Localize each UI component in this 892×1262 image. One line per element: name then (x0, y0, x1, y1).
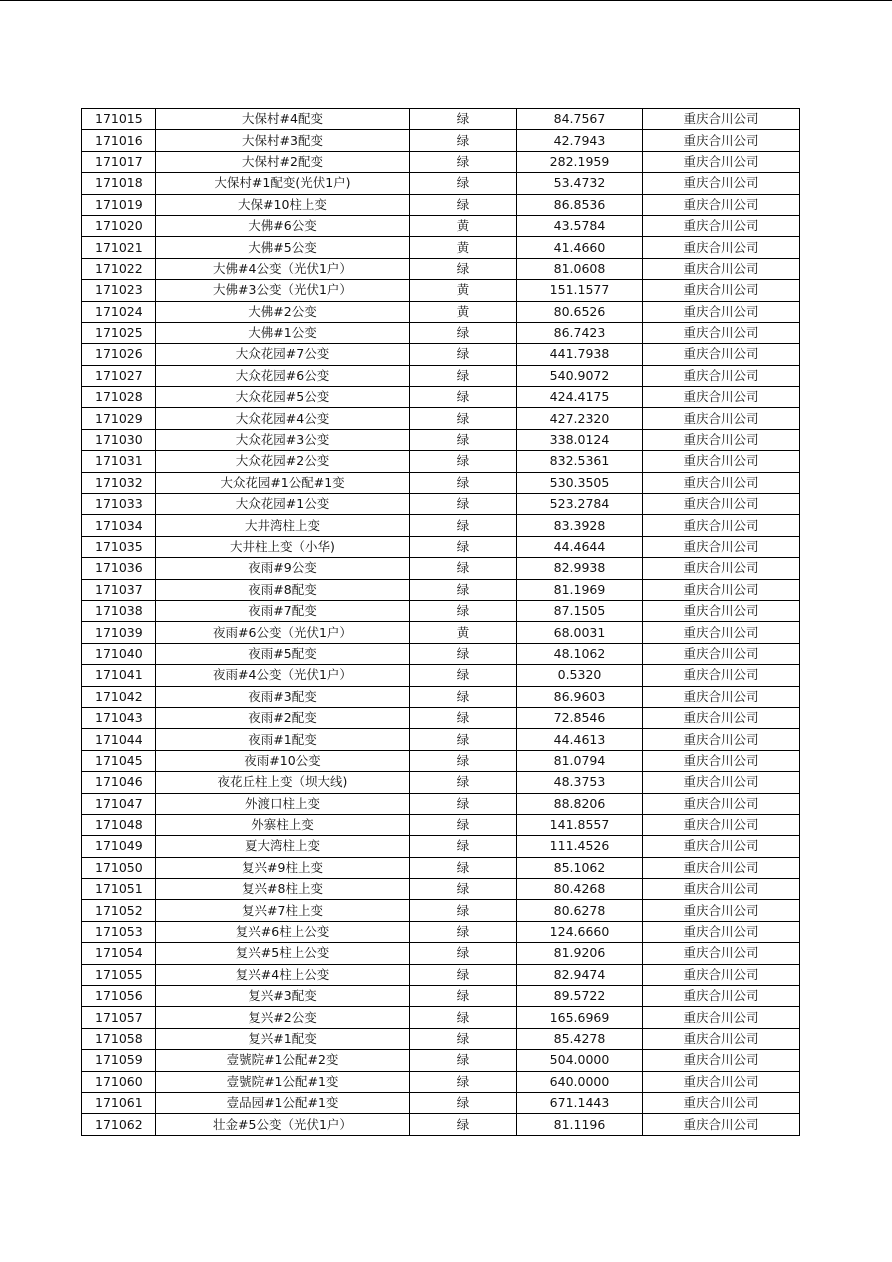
transformer-name-cell: 大井柱上变（小华) (156, 536, 410, 557)
id-cell: 171050 (82, 857, 156, 878)
transformer-name-cell: 夜雨#7配变 (156, 600, 410, 621)
company-cell: 重庆合川公司 (643, 986, 800, 1007)
id-cell: 171058 (82, 1028, 156, 1049)
transformer-name-cell: 大众花园#6公变 (156, 365, 410, 386)
id-cell: 171022 (82, 258, 156, 279)
value-cell: 72.8546 (517, 707, 643, 728)
transformer-name-cell: 夜雨#1配变 (156, 729, 410, 750)
status-cell: 绿 (410, 665, 517, 686)
table-row (82, 772, 800, 793)
status-cell: 绿 (410, 643, 517, 664)
table-row (82, 857, 800, 878)
value-cell: 640.0000 (517, 1071, 643, 1092)
value-cell: 0.5320 (517, 665, 643, 686)
value-cell: 42.7943 (517, 130, 643, 151)
company-cell: 重庆合川公司 (643, 536, 800, 557)
transformer-name-cell: 夜雨#8配变 (156, 579, 410, 600)
status-cell: 绿 (410, 322, 517, 343)
company-cell: 重庆合川公司 (643, 1007, 800, 1028)
value-cell: 86.9603 (517, 686, 643, 707)
status-cell: 绿 (410, 772, 517, 793)
value-cell: 86.8536 (517, 194, 643, 215)
value-cell: 44.4644 (517, 536, 643, 557)
company-cell: 重庆合川公司 (643, 900, 800, 921)
table-row (82, 1007, 800, 1028)
transformer-name-cell: 夜雨#4公变（光伏1户） (156, 665, 410, 686)
status-cell: 绿 (410, 793, 517, 814)
id-cell: 171016 (82, 130, 156, 151)
value-cell: 89.5722 (517, 986, 643, 1007)
value-cell: 81.1196 (517, 1114, 643, 1135)
value-cell: 832.5361 (517, 451, 643, 472)
transformer-name-cell: 夜雨#2配变 (156, 707, 410, 728)
status-cell: 绿 (410, 429, 517, 450)
company-cell: 重庆合川公司 (643, 600, 800, 621)
transformer-name-cell: 外渡口柱上变 (156, 793, 410, 814)
table-row (82, 1092, 800, 1113)
id-cell: 171060 (82, 1071, 156, 1092)
company-cell: 重庆合川公司 (643, 964, 800, 985)
company-cell: 重庆合川公司 (643, 772, 800, 793)
table-row (82, 429, 800, 450)
table-row (82, 1071, 800, 1092)
id-cell: 171030 (82, 429, 156, 450)
id-cell: 171021 (82, 237, 156, 258)
value-cell: 427.2320 (517, 408, 643, 429)
company-cell: 重庆合川公司 (643, 494, 800, 515)
status-cell: 绿 (410, 943, 517, 964)
status-cell: 绿 (410, 365, 517, 386)
status-cell: 黄 (410, 237, 517, 258)
table-row (82, 900, 800, 921)
id-cell: 171020 (82, 215, 156, 236)
company-cell: 重庆合川公司 (643, 1114, 800, 1135)
page-top-border (0, 0, 892, 1)
value-cell: 81.1969 (517, 579, 643, 600)
id-cell: 171043 (82, 707, 156, 728)
transformer-name-cell: 夏大湾柱上变 (156, 836, 410, 857)
table-row (82, 986, 800, 1007)
value-cell: 81.0608 (517, 258, 643, 279)
status-cell: 绿 (410, 879, 517, 900)
table-row (82, 472, 800, 493)
transformer-name-cell: 复兴#7柱上变 (156, 900, 410, 921)
company-cell: 重庆合川公司 (643, 322, 800, 343)
id-cell: 171038 (82, 600, 156, 621)
table-row (82, 173, 800, 194)
transformer-name-cell: 大佛#2公变 (156, 301, 410, 322)
value-cell: 81.0794 (517, 750, 643, 771)
value-cell: 165.6969 (517, 1007, 643, 1028)
company-cell: 重庆合川公司 (643, 408, 800, 429)
id-cell: 171034 (82, 515, 156, 536)
company-cell: 重庆合川公司 (643, 793, 800, 814)
id-cell: 171028 (82, 387, 156, 408)
company-cell: 重庆合川公司 (643, 622, 800, 643)
value-cell: 85.1062 (517, 857, 643, 878)
company-cell: 重庆合川公司 (643, 707, 800, 728)
value-cell: 111.4526 (517, 836, 643, 857)
transformer-name-cell: 壹號院#1公配#2变 (156, 1050, 410, 1071)
status-cell: 绿 (410, 173, 517, 194)
table-row (82, 964, 800, 985)
transformer-name-cell: 外寨柱上变 (156, 814, 410, 835)
status-cell: 黄 (410, 280, 517, 301)
value-cell: 540.9072 (517, 365, 643, 386)
table-row (82, 793, 800, 814)
company-cell: 重庆合川公司 (643, 857, 800, 878)
value-cell: 43.5784 (517, 215, 643, 236)
table-row (82, 686, 800, 707)
transformer-name-cell: 夜雨#6公变（光伏1户） (156, 622, 410, 643)
table-row (82, 365, 800, 386)
id-cell: 171017 (82, 151, 156, 172)
company-cell: 重庆合川公司 (643, 301, 800, 322)
id-cell: 171036 (82, 558, 156, 579)
status-cell: 绿 (410, 258, 517, 279)
value-cell: 151.1577 (517, 280, 643, 301)
company-cell: 重庆合川公司 (643, 258, 800, 279)
transformer-name-cell: 夜雨#10公变 (156, 750, 410, 771)
transformer-name-cell: 大佛#3公变（光伏1户） (156, 280, 410, 301)
value-cell: 424.4175 (517, 387, 643, 408)
transformer-name-cell: 大保村#2配变 (156, 151, 410, 172)
status-cell: 绿 (410, 109, 517, 130)
table-row (82, 707, 800, 728)
company-cell: 重庆合川公司 (643, 1092, 800, 1113)
value-cell: 141.8557 (517, 814, 643, 835)
status-cell: 绿 (410, 130, 517, 151)
status-cell: 绿 (410, 600, 517, 621)
status-cell: 绿 (410, 686, 517, 707)
id-cell: 171026 (82, 344, 156, 365)
company-cell: 重庆合川公司 (643, 429, 800, 450)
company-cell: 重庆合川公司 (643, 579, 800, 600)
status-cell: 绿 (410, 494, 517, 515)
company-cell: 重庆合川公司 (643, 558, 800, 579)
company-cell: 重庆合川公司 (643, 1050, 800, 1071)
table-row (82, 1114, 800, 1135)
company-cell: 重庆合川公司 (643, 515, 800, 536)
transformer-name-cell: 复兴#4柱上公变 (156, 964, 410, 985)
transformer-name-cell: 大保#10柱上变 (156, 194, 410, 215)
table-row (82, 600, 800, 621)
status-cell: 绿 (410, 921, 517, 942)
id-cell: 171029 (82, 408, 156, 429)
transformer-name-cell: 复兴#2公变 (156, 1007, 410, 1028)
status-cell: 黄 (410, 301, 517, 322)
id-cell: 171025 (82, 322, 156, 343)
status-cell: 绿 (410, 964, 517, 985)
transformer-name-cell: 大众花园#2公变 (156, 451, 410, 472)
company-cell: 重庆合川公司 (643, 344, 800, 365)
status-cell: 绿 (410, 729, 517, 750)
company-cell: 重庆合川公司 (643, 194, 800, 215)
status-cell: 绿 (410, 857, 517, 878)
value-cell: 85.4278 (517, 1028, 643, 1049)
transformer-name-cell: 大佛#5公变 (156, 237, 410, 258)
company-cell: 重庆合川公司 (643, 451, 800, 472)
transformer-name-cell: 大佛#1公变 (156, 322, 410, 343)
table-row (82, 943, 800, 964)
transformer-name-cell: 壮金#5公变（光伏1户） (156, 1114, 410, 1135)
company-cell: 重庆合川公司 (643, 686, 800, 707)
id-cell: 171059 (82, 1050, 156, 1071)
status-cell: 绿 (410, 408, 517, 429)
transformer-name-cell: 大佛#6公变 (156, 215, 410, 236)
value-cell: 530.3505 (517, 472, 643, 493)
value-cell: 68.0031 (517, 622, 643, 643)
table-row (82, 280, 800, 301)
status-cell: 绿 (410, 836, 517, 857)
status-cell: 绿 (410, 1092, 517, 1113)
id-cell: 171042 (82, 686, 156, 707)
company-cell: 重庆合川公司 (643, 280, 800, 301)
id-cell: 171061 (82, 1092, 156, 1113)
table-row (82, 729, 800, 750)
table-row (82, 558, 800, 579)
table-row (82, 451, 800, 472)
transformer-name-cell: 壹品园#1公配#1变 (156, 1092, 410, 1113)
transformer-table (81, 108, 800, 1136)
value-cell: 523.2784 (517, 494, 643, 515)
id-cell: 171055 (82, 964, 156, 985)
id-cell: 171040 (82, 643, 156, 664)
transformer-name-cell: 夜雨#9公变 (156, 558, 410, 579)
table-row (82, 836, 800, 857)
transformer-name-cell: 复兴#8柱上变 (156, 879, 410, 900)
company-cell: 重庆合川公司 (643, 237, 800, 258)
id-cell: 171054 (82, 943, 156, 964)
transformer-name-cell: 复兴#6柱上公变 (156, 921, 410, 942)
id-cell: 171046 (82, 772, 156, 793)
value-cell: 82.9474 (517, 964, 643, 985)
company-cell: 重庆合川公司 (643, 643, 800, 664)
value-cell: 41.4660 (517, 237, 643, 258)
table-row (82, 643, 800, 664)
id-cell: 171056 (82, 986, 156, 1007)
id-cell: 171024 (82, 301, 156, 322)
id-cell: 171062 (82, 1114, 156, 1135)
transformer-name-cell: 复兴#1配变 (156, 1028, 410, 1049)
id-cell: 171053 (82, 921, 156, 942)
company-cell: 重庆合川公司 (643, 151, 800, 172)
status-cell: 绿 (410, 707, 517, 728)
company-cell: 重庆合川公司 (643, 836, 800, 857)
company-cell: 重庆合川公司 (643, 729, 800, 750)
value-cell: 82.9938 (517, 558, 643, 579)
table-row (82, 237, 800, 258)
table-row (82, 151, 800, 172)
status-cell: 绿 (410, 451, 517, 472)
transformer-name-cell: 大佛#4公变（光伏1户） (156, 258, 410, 279)
id-cell: 171015 (82, 109, 156, 130)
transformer-name-cell: 大众花园#3公变 (156, 429, 410, 450)
id-cell: 171047 (82, 793, 156, 814)
status-cell: 绿 (410, 558, 517, 579)
id-cell: 171033 (82, 494, 156, 515)
id-cell: 171035 (82, 536, 156, 557)
status-cell: 绿 (410, 1071, 517, 1092)
table-row (82, 387, 800, 408)
table-row (82, 814, 800, 835)
transformer-name-cell: 大保村#3配变 (156, 130, 410, 151)
status-cell: 绿 (410, 194, 517, 215)
table-row (82, 301, 800, 322)
transformer-name-cell: 大众花园#1公配#1变 (156, 472, 410, 493)
id-cell: 171045 (82, 750, 156, 771)
transformer-name-cell: 夜花丘柱上变（坝大线) (156, 772, 410, 793)
company-cell: 重庆合川公司 (643, 472, 800, 493)
status-cell: 黄 (410, 215, 517, 236)
value-cell: 83.3928 (517, 515, 643, 536)
status-cell: 绿 (410, 750, 517, 771)
company-cell: 重庆合川公司 (643, 387, 800, 408)
value-cell: 48.3753 (517, 772, 643, 793)
transformer-name-cell: 夜雨#5配变 (156, 643, 410, 664)
transformer-name-cell: 大井湾柱上变 (156, 515, 410, 536)
table-row (82, 494, 800, 515)
company-cell: 重庆合川公司 (643, 921, 800, 942)
company-cell: 重庆合川公司 (643, 173, 800, 194)
table-row (82, 579, 800, 600)
company-cell: 重庆合川公司 (643, 750, 800, 771)
id-cell: 171027 (82, 365, 156, 386)
id-cell: 171032 (82, 472, 156, 493)
value-cell: 282.1959 (517, 151, 643, 172)
value-cell: 80.6278 (517, 900, 643, 921)
table-row (82, 536, 800, 557)
transformer-name-cell: 复兴#9柱上变 (156, 857, 410, 878)
table-row (82, 515, 800, 536)
value-cell: 338.0124 (517, 429, 643, 450)
id-cell: 171048 (82, 814, 156, 835)
status-cell: 绿 (410, 1114, 517, 1135)
status-cell: 绿 (410, 472, 517, 493)
id-cell: 171039 (82, 622, 156, 643)
id-cell: 171052 (82, 900, 156, 921)
value-cell: 504.0000 (517, 1050, 643, 1071)
status-cell: 绿 (410, 536, 517, 557)
status-cell: 绿 (410, 579, 517, 600)
table-row (82, 879, 800, 900)
status-cell: 绿 (410, 986, 517, 1007)
table-row (82, 258, 800, 279)
table-row (82, 322, 800, 343)
transformer-name-cell: 大保村#1配变(光伏1户) (156, 173, 410, 194)
status-cell: 绿 (410, 344, 517, 365)
table-row (82, 130, 800, 151)
value-cell: 80.4268 (517, 879, 643, 900)
status-cell: 黄 (410, 622, 517, 643)
table-row (82, 408, 800, 429)
transformer-name-cell: 复兴#3配变 (156, 986, 410, 1007)
table-row (82, 665, 800, 686)
id-cell: 171018 (82, 173, 156, 194)
transformer-name-cell: 大保村#4配变 (156, 109, 410, 130)
id-cell: 171031 (82, 451, 156, 472)
company-cell: 重庆合川公司 (643, 943, 800, 964)
company-cell: 重庆合川公司 (643, 814, 800, 835)
value-cell: 87.1505 (517, 600, 643, 621)
status-cell: 绿 (410, 151, 517, 172)
table-row (82, 344, 800, 365)
id-cell: 171044 (82, 729, 156, 750)
id-cell: 171057 (82, 1007, 156, 1028)
value-cell: 81.9206 (517, 943, 643, 964)
id-cell: 171037 (82, 579, 156, 600)
value-cell: 86.7423 (517, 322, 643, 343)
id-cell: 171019 (82, 194, 156, 215)
value-cell: 44.4613 (517, 729, 643, 750)
value-cell: 80.6526 (517, 301, 643, 322)
value-cell: 124.6660 (517, 921, 643, 942)
value-cell: 88.8206 (517, 793, 643, 814)
table-row (82, 921, 800, 942)
status-cell: 绿 (410, 1050, 517, 1071)
status-cell: 绿 (410, 1007, 517, 1028)
company-cell: 重庆合川公司 (643, 365, 800, 386)
transformer-name-cell: 复兴#5柱上公变 (156, 943, 410, 964)
transformer-name-cell: 大众花园#1公变 (156, 494, 410, 515)
table-row (82, 750, 800, 771)
id-cell: 171041 (82, 665, 156, 686)
value-cell: 441.7938 (517, 344, 643, 365)
table-row (82, 215, 800, 236)
id-cell: 171049 (82, 836, 156, 857)
id-cell: 171051 (82, 879, 156, 900)
status-cell: 绿 (410, 900, 517, 921)
status-cell: 绿 (410, 387, 517, 408)
status-cell: 绿 (410, 515, 517, 536)
table-row (82, 109, 800, 130)
transformer-name-cell: 夜雨#3配变 (156, 686, 410, 707)
company-cell: 重庆合川公司 (643, 215, 800, 236)
value-cell: 84.7567 (517, 109, 643, 130)
status-cell: 绿 (410, 814, 517, 835)
value-cell: 48.1062 (517, 643, 643, 664)
id-cell: 171023 (82, 280, 156, 301)
table-row (82, 1028, 800, 1049)
company-cell: 重庆合川公司 (643, 879, 800, 900)
company-cell: 重庆合川公司 (643, 109, 800, 130)
table-row (82, 1050, 800, 1071)
company-cell: 重庆合川公司 (643, 665, 800, 686)
table-row (82, 194, 800, 215)
company-cell: 重庆合川公司 (643, 1071, 800, 1092)
value-cell: 671.1443 (517, 1092, 643, 1113)
table-row (82, 622, 800, 643)
company-cell: 重庆合川公司 (643, 130, 800, 151)
transformer-name-cell: 大众花园#7公变 (156, 344, 410, 365)
transformer-name-cell: 大众花园#4公变 (156, 408, 410, 429)
status-cell: 绿 (410, 1028, 517, 1049)
value-cell: 53.4732 (517, 173, 643, 194)
company-cell: 重庆合川公司 (643, 1028, 800, 1049)
table-body (82, 109, 800, 1136)
transformer-name-cell: 壹號院#1公配#1变 (156, 1071, 410, 1092)
transformer-name-cell: 大众花园#5公变 (156, 387, 410, 408)
